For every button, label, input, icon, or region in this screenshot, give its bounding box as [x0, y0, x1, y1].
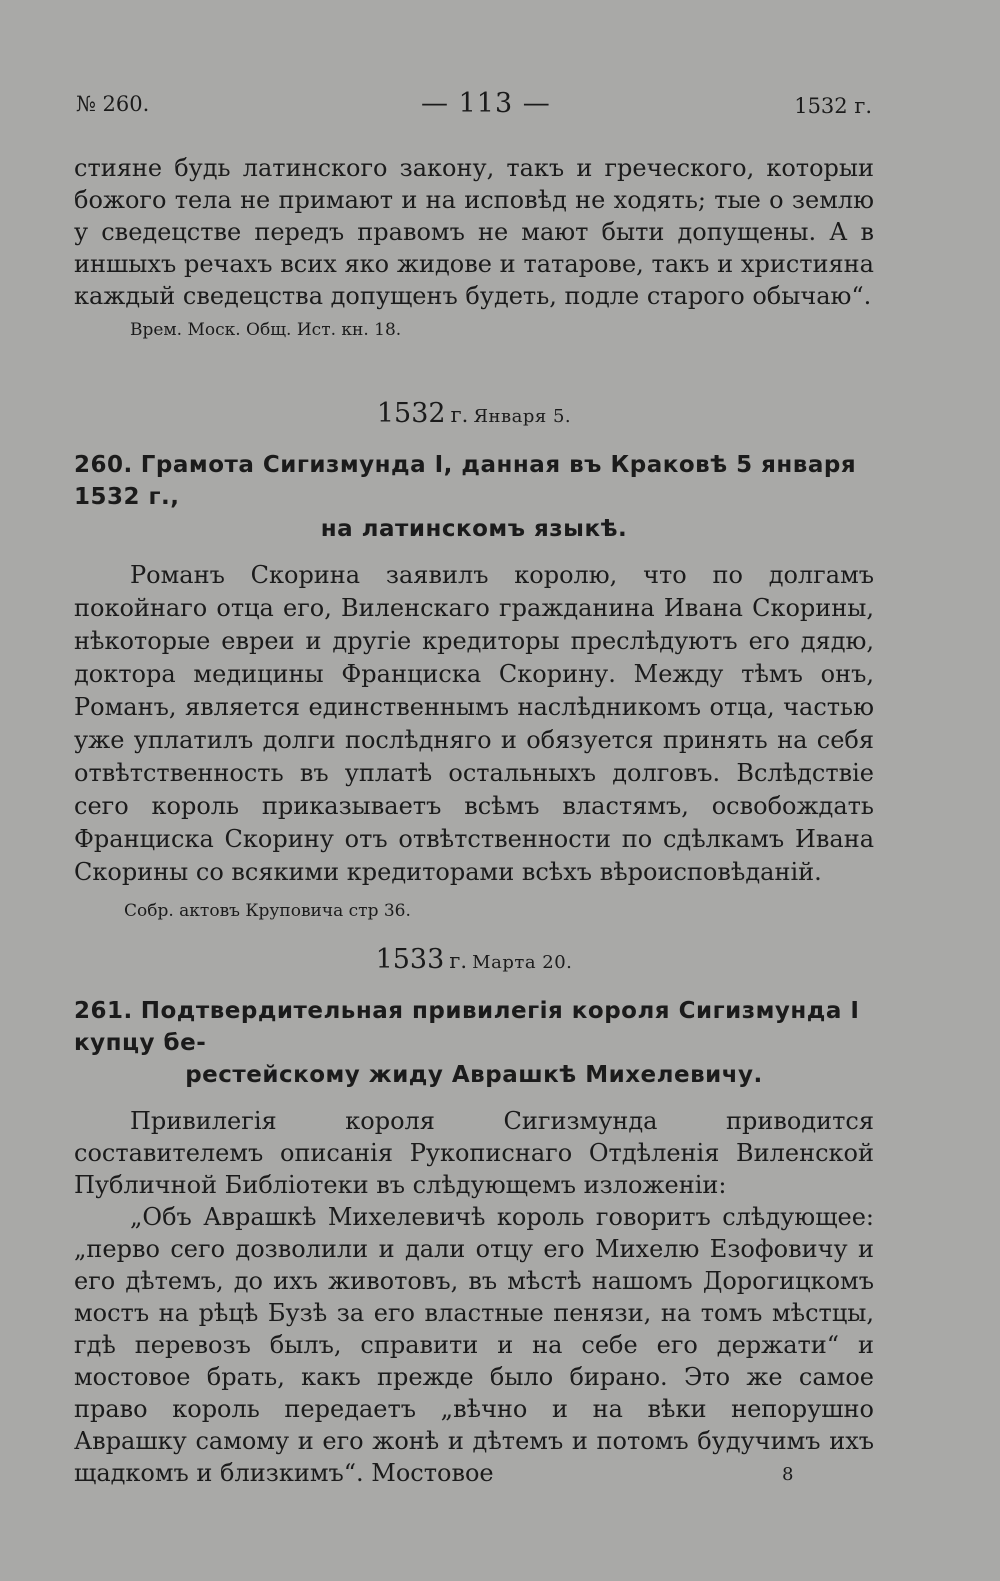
entry-261-body-p1: Привилегія короля Сигизмунда приводится составителемъ описанія Рукописнаго Отдѣленія Виленской Публичной Библіотеки въ слѣдующемъ изложеніи: — [74, 1107, 874, 1199]
page-header — [76, 88, 872, 128]
entry-260-source: Собр. актовъ Круповича стр 36. — [124, 901, 411, 921]
page-number: — 113 — — [421, 88, 551, 119]
entry-261-date: 1533 г. Марта 20. — [375, 944, 573, 975]
entry-261-title: 261. Подтвердительная привилегія короля Сигизмунда I купцу бе- рестейскому жиду Аврашкѣ Михелевичу. — [74, 998, 860, 1088]
header-year: 1532 г. — [794, 94, 872, 118]
continuation-block — [74, 152, 874, 340]
entry-261-number: 261. — [74, 998, 133, 1024]
entry-260 — [74, 398, 874, 921]
entry-260-body: Романъ Скорина заявилъ королю, что по долгамъ покойнаго отца его, Виленскаго гражданина Ивана Скорины, нѣкоторые евреи и другіе кредиторы преслѣдуютъ его дядю, доктора медицины Франциска Скорину. Между тѣмъ онъ, Романъ, является единственнымъ наслѣдникомъ отца, частью уже уплатилъ долги послѣдняго и обязуется принять на себя отвѣтственность въ уплатѣ остальныхъ долговъ. Вслѣдствіе сего король приказываетъ всѣмъ властямъ, освобождать Франциска Скорину отъ отвѣтственности по сдѣлкамъ Ивана Скорины со всякими кредиторами всѣхъ вѣроисповѣданій. — [74, 561, 874, 886]
continuation-source: Врем. Моск. Общ. Ист. кн. 18. — [130, 320, 402, 340]
document-number: № 260. — [76, 92, 150, 116]
entry-260-title: 260. Грамота Сигизмунда I, данная въ Краковѣ 5 января 1532 г., на латинскомъ языкѣ. — [74, 452, 857, 542]
continuation-text: стияне будь латинского закону, такъ и греческого, которыи божого тела не примают и на исповѣд не ходять; тые о землю у сведецстве передъ правомъ не мают быти допущены. А в иншыхъ речахъ всих яко жидове и татарове, такъ и християна каждый сведецства допущенъ будеть, подле старого обычаю“. — [74, 154, 874, 310]
entry-261 — [74, 944, 874, 1489]
entry-261-body-p2: „Объ Аврашкѣ Михелевичѣ король говоритъ слѣдующее: „перво сего дозволили и дали отцу его Михелю Езофовичу и его дѣтемъ, до ихъ животовъ, въ мѣстѣ нашомъ Дорогицкомъ мостъ на рѣцѣ Бузѣ за его властные пенязи, на томъ мѣстцы, гдѣ перевозъ былъ, справити и на себе его держати“ и мостовое брать, какъ прежде было бирано. Это же самое право король передаетъ „вѣчно и на вѣки непорушно Аврашку самому и его жонѣ и дѣтемъ и потомъ будучимъ ихъ щадкомъ и близкимъ“. Мостовое — [74, 1203, 874, 1487]
entry-260-date: 1532 г. Января 5. — [376, 398, 572, 429]
signature-mark: 8 — [782, 1464, 794, 1485]
entry-260-number: 260. — [74, 452, 133, 478]
